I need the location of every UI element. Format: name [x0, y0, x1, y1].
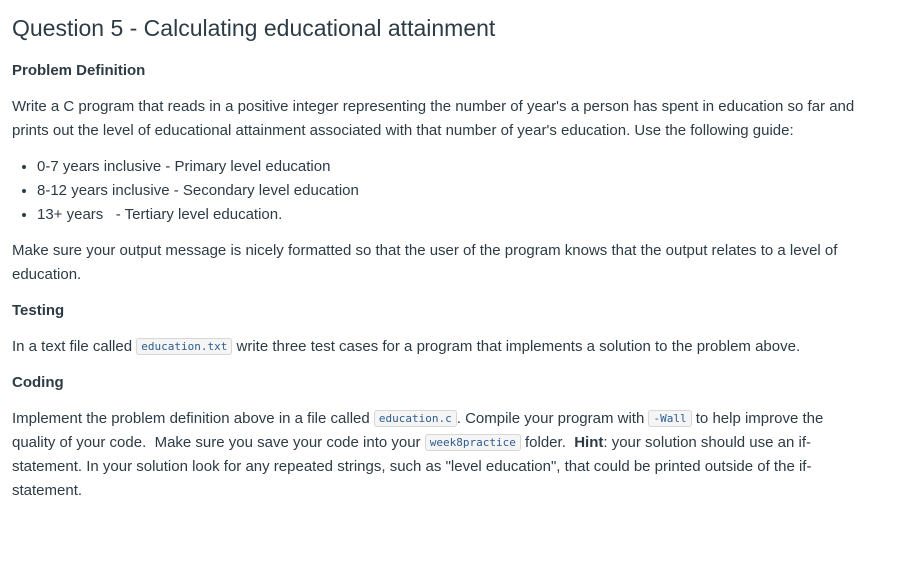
- coding-text-2: . Compile your program with: [456, 410, 649, 427]
- testing-text-before: In a text file called: [12, 338, 137, 355]
- problem-intro-text: Write a C program that reads in a positive integer representing the number of year's a person has spent in education so far and prints out the level of educational attainment associated with that number of year's education. Use the following guide:: [12, 98, 855, 139]
- coding-text-3: to help improve the quality of your code. Make sure you save your code into your: [12, 410, 824, 451]
- education-guide-list: [12, 155, 855, 227]
- coding-folder-code: week8practice: [425, 434, 521, 451]
- coding-text-4: folder.: [520, 434, 575, 451]
- hint-label: Hint: [574, 434, 604, 451]
- guide-item-secondary: • 8-12 years inclusive - Secondary level education: [37, 179, 855, 203]
- coding-text-5: : your solution should use an if-statement. In your solution look for any repeated strings, such as "level education", that could be printed outside of the if-statement.: [12, 434, 812, 499]
- testing-file-code: education.txt: [136, 338, 232, 355]
- coding-text-1: Implement the problem definition above in a file called: [12, 410, 374, 427]
- problem-definition-heading: Problem Definition: [12, 62, 146, 79]
- coding-text: [12, 407, 855, 503]
- guide-item-primary: • 0-7 years inclusive - Primary level education: [37, 155, 855, 179]
- page-title: Question 5 - Calculating educational attainment: [12, 15, 496, 41]
- testing-text: [12, 335, 855, 359]
- coding-flag-code: -Wall: [648, 410, 691, 427]
- format-note-text: Make sure your output message is nicely formatted so that the user of the program knows that the output relates to a level of education.: [12, 242, 838, 283]
- guide-item-tertiary: • 13+ years - Tertiary level education.: [37, 203, 855, 227]
- testing-heading: Testing: [12, 302, 65, 319]
- testing-text-after: write three test cases for a program that implements a solution to the problem above.: [232, 338, 801, 355]
- coding-file-code: education.c: [374, 410, 457, 427]
- coding-heading: Coding: [12, 374, 64, 391]
